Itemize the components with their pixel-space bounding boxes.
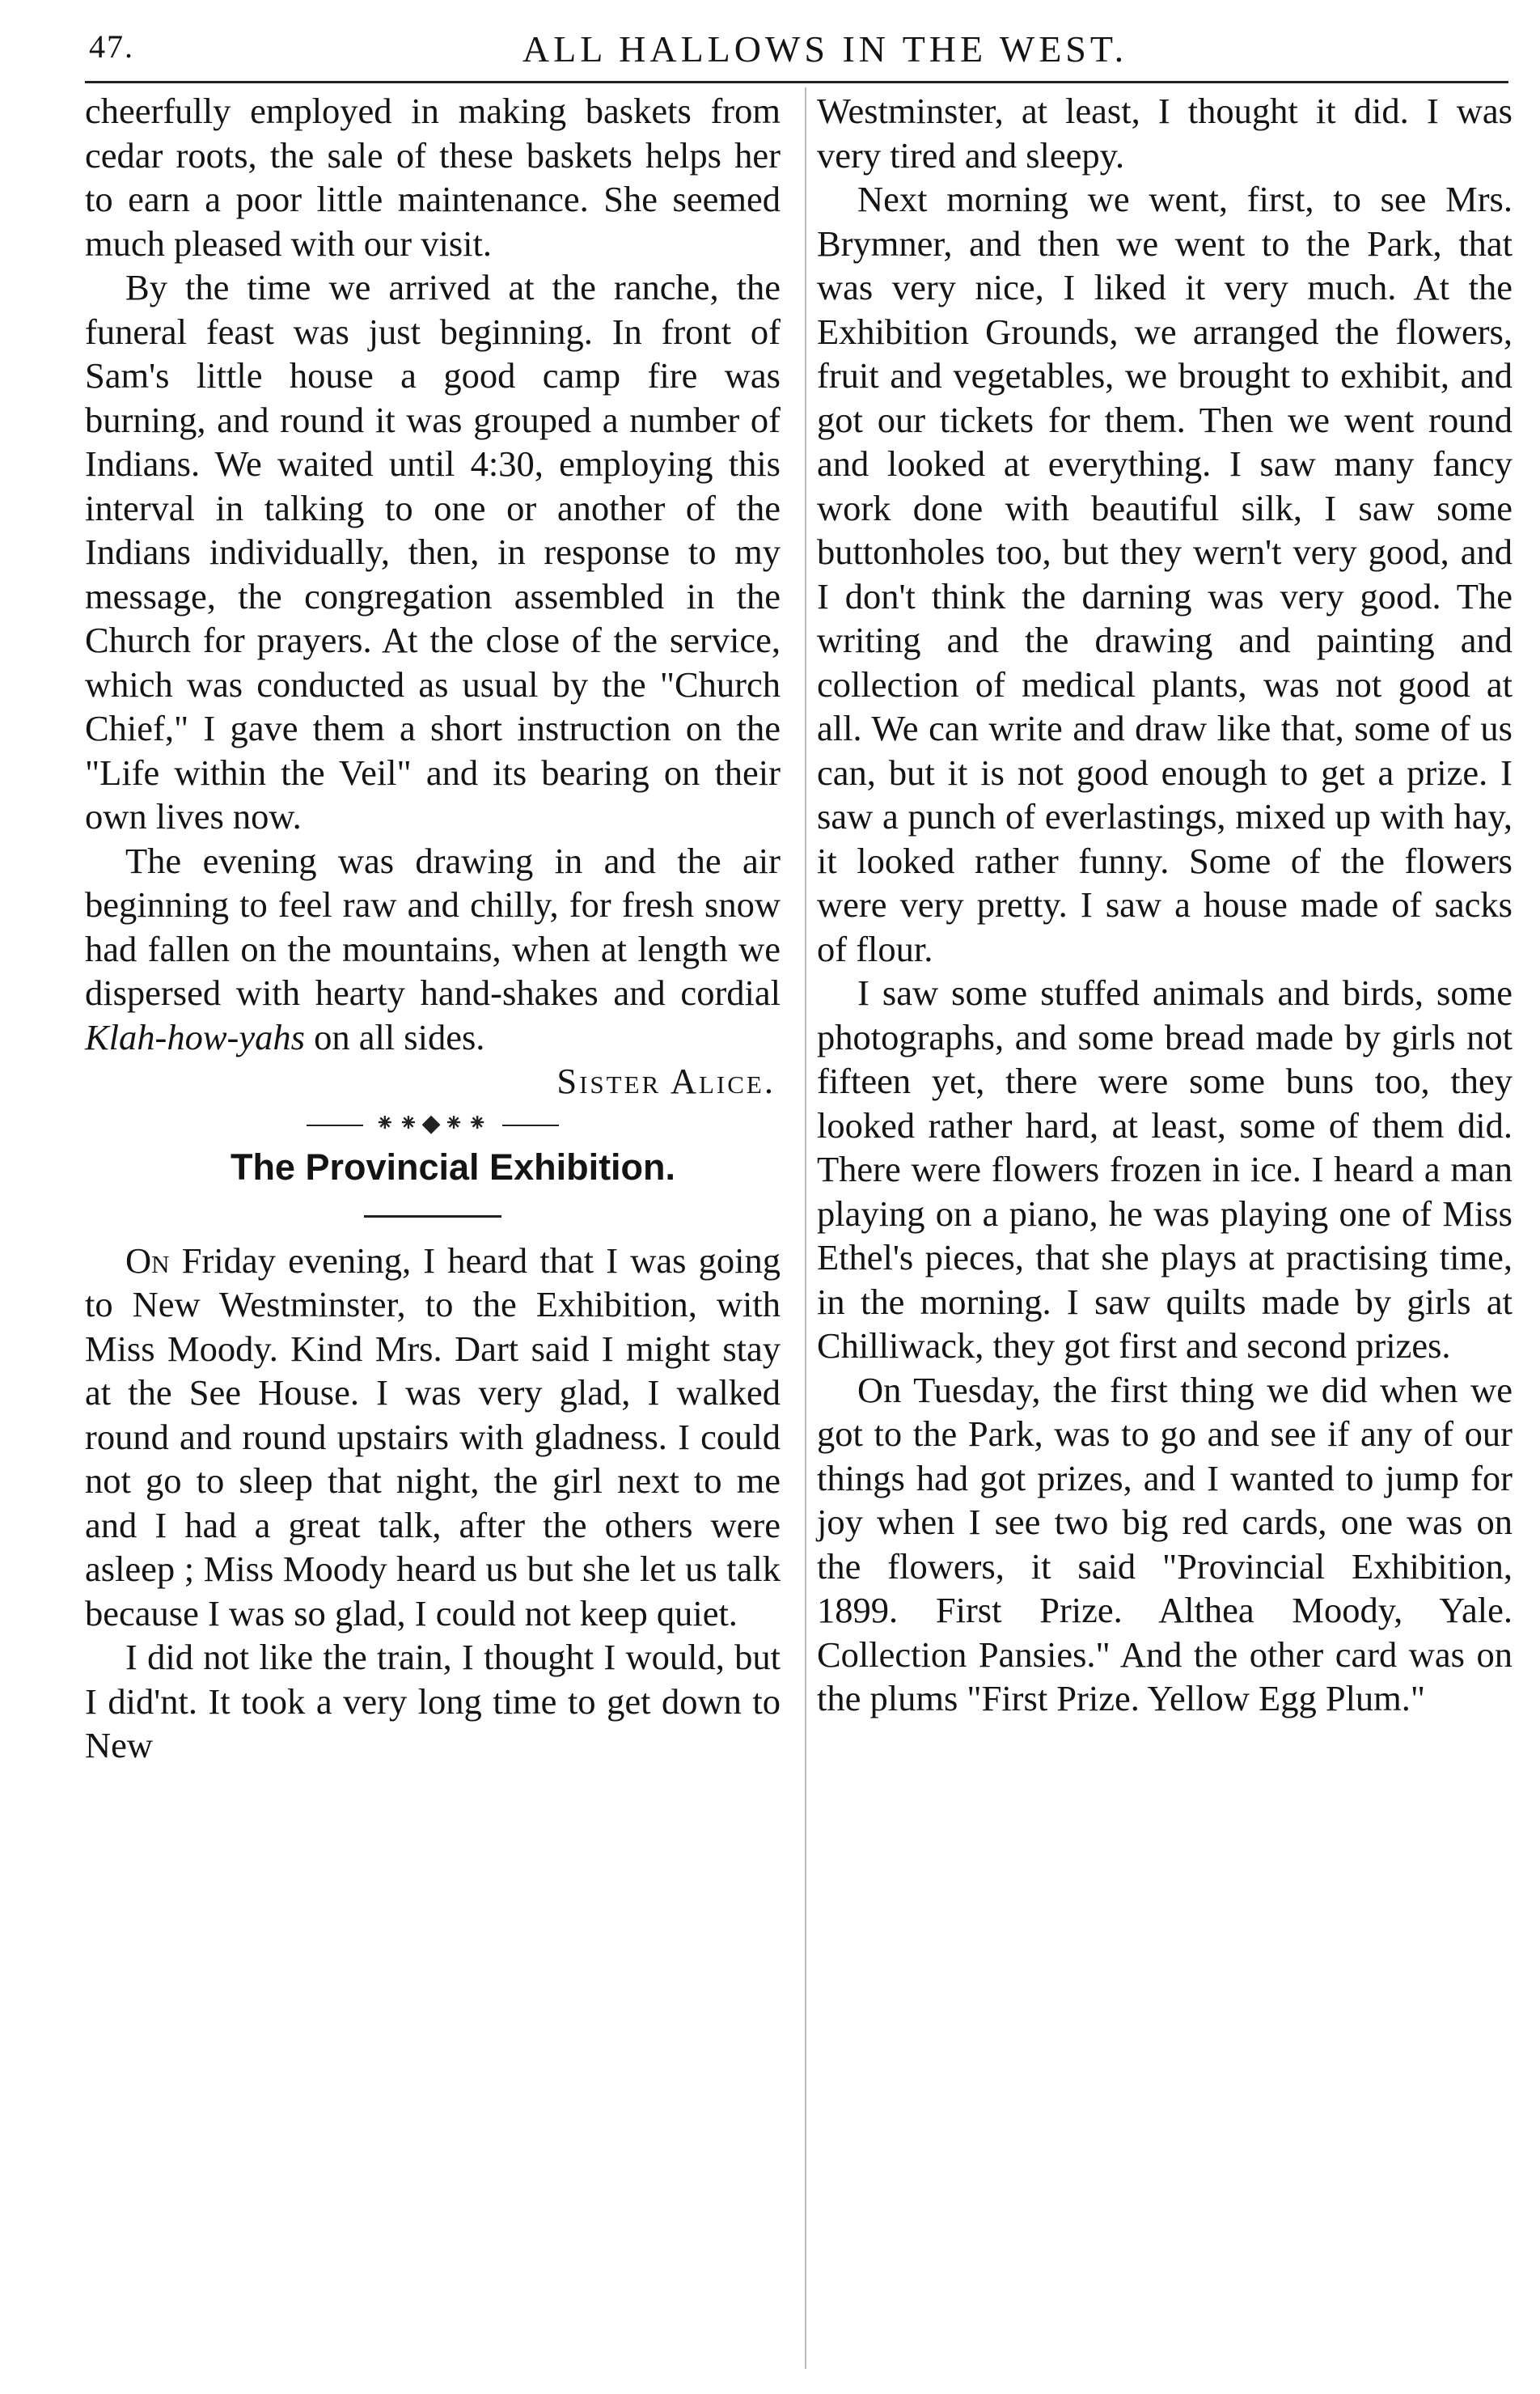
section-ornament [85,1104,781,1144]
chinook-greeting: Klah-how-yahs [85,1016,305,1057]
continued-paragraph: cheerfully employed in making baskets from cedar roots, the sale of these baskets helps her to earn a poor little maintenance. She seemed much pleased with our visit. [85,91,781,264]
exhibition-paragraph-1 [85,1239,781,1636]
running-title: ALL HALLOWS IN THE WEST. [522,28,1128,70]
opening-word: On [125,1239,170,1281]
ornament-line-left [307,1125,363,1126]
tuesday-paragraph: On Tuesday, the first thing we did when we got to the Park, was to go and see if any of our things had got prizes, and I wanted to jump for joy when I see two big red cards, one was on the flowers, it said "Provincial Exhibition, 1899. First Prize. Althea Moody, Yale. Collection Pansies." And the other card was on the plums "First Prize. Yellow Egg Plum." [817,1369,1512,1718]
exhibition-paragraph-1-text: Friday evening, I heard that I was going to New Westminster, to the Exhibition, with Miss Moody. Kind Mrs. Dart said I might stay at the See House. I was very glad, I walked round and round upstairs with gladness. I could not go to sleep that night, the girl next to me and I had a great talk, after the others were asleep ; Miss Moody heard us but she let us talk because I was so glad, I could not keep quiet. [85,1239,781,1633]
page-number: 47. [89,28,134,65]
train-paragraph: I did not like the train, I thought I would, but I did'nt. It took a very long time to get down to New [85,1637,781,1765]
ornament-line-right [502,1125,559,1126]
right-column [817,89,1512,1721]
evening-text-end: on all sides. [314,1016,485,1057]
evening-text-start: The evening was drawing in and the air beginning to feel raw and chilly, for fresh snow had fallen on the mountains, when at length we dispersed with hearty hand-shakes and cordial [85,840,781,1013]
header-rule [85,81,1508,83]
ornament-glyphs: ⁕⁕◆⁕⁕ [374,1109,491,1137]
funeral-feast-paragraph: By the time we arrived at the ranche, the funeral feast was just beginning. In front of Sam's little house a good camp fire was burning, and round it was grouped a number of Indians. We waited until 4:30, employing this interval in talking to one or another of the Indians individually, then, in response to my message, the congregation assembled in the Church for prayers. At the close of the service, which was conducted as usual by the "Church Chief," I gave them a short instruction on the "Life within the Veil" and its bearing on their own lives now. [85,267,781,837]
next-morning-paragraph: Next morning we went, first, to see Mrs. Brymner, and then we went to the Park, that was very nice, I liked it very much. At the Exhibition Grounds, we arranged the flowers, fruit and vegetables, we brought to exhibit, and got our tickets for them. Then we went round and looked at everything. I saw many fancy work done with beautiful silk, I saw some buttonholes too, but they wern't very good, and I don't think the darning was very good. The writing and the drawing and painting and collection of medical plants, was not good at all. We can write and draw like that, some of us can, but it is not good enough to get a prize. I saw a punch of everlastings, mixed up with hay, it looked rather funny. Some of the flowers were very pretty. I saw a house made of sacks of flour. [817,179,1512,969]
westminster-paragraph: Westminster, at least, I thought it did. I was very tired and sleepy. [817,91,1512,176]
stuffed-animals-paragraph: I saw some stuffed animals and birds, some photographs, and some bread made by girls not fifteen yet, there were some buns too, they looked rather hard, at least, some of them did. There were flowers frozen in ice. I heard a man playing on a piano, he was playing one of Miss Ethel's pieces, that she plays at practising time, in the morning. I saw quilts made by girls at Chilliwack, they got first and second prizes. [817,972,1512,1366]
article-title: The Provincial Exhibition. [230,1146,676,1188]
column-divider [805,87,806,2369]
evening-paragraph [85,839,781,1060]
author-signature: Sister Alice. [556,1061,776,1101]
title-rule [364,1215,501,1218]
left-column [85,89,781,1768]
